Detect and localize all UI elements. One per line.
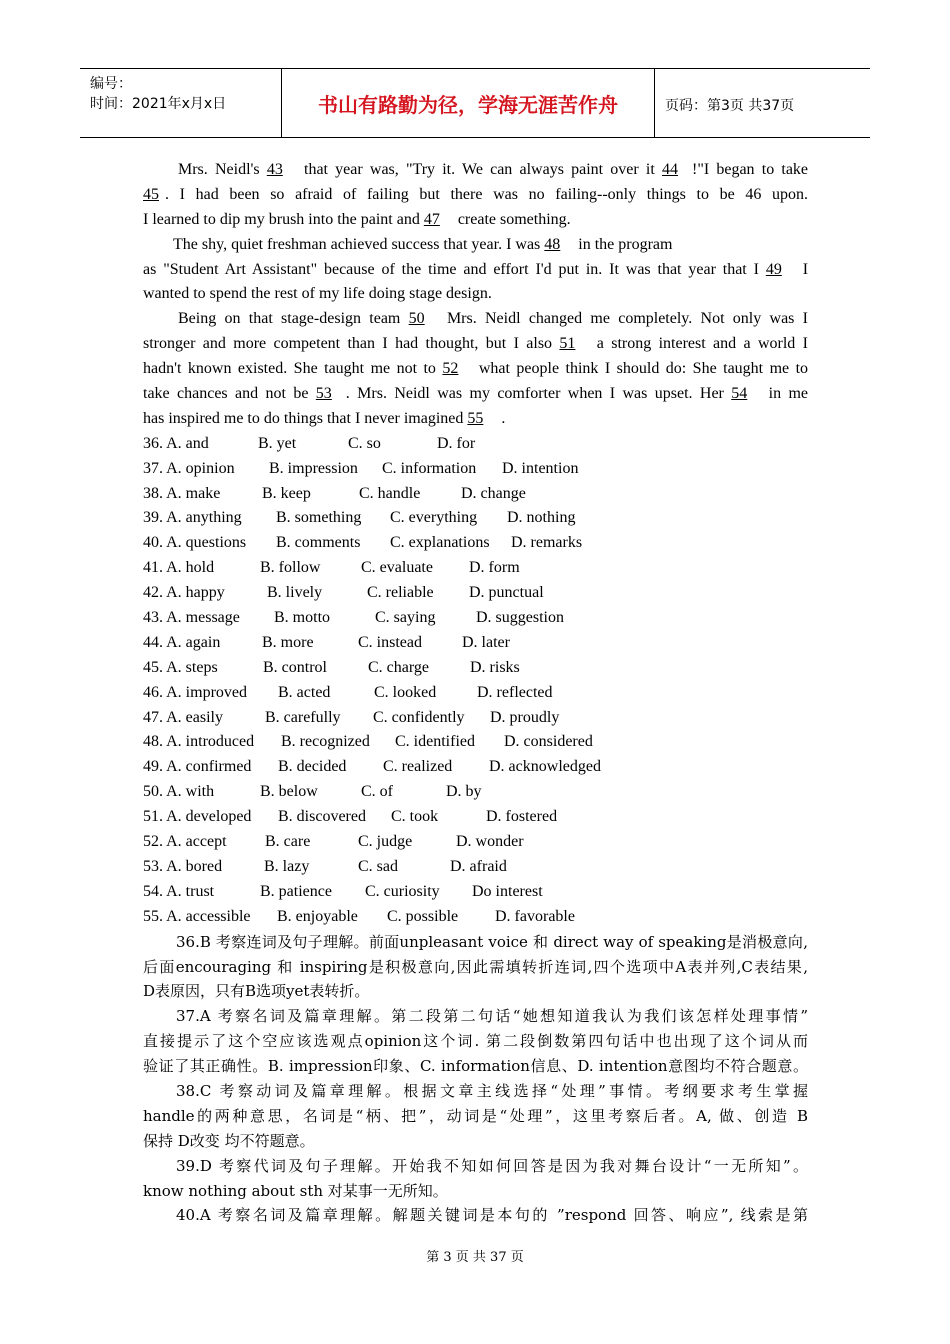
blank-52: 52 [442, 360, 459, 378]
passage-line: The shy, quiet freshman achieved success that year. I was 48 in the program [143, 233, 808, 258]
blank-45: 45 [143, 185, 159, 203]
option-row: 55. A. accessible B. enjoyable C. possible D. favorable [143, 907, 575, 925]
explanation-line: 36.B 考察连词及句子理解。前面unpleasant voice 和 direct way of speaking是消极意向, [176, 932, 808, 951]
passage-line: wanted to spend the rest of my life doing stage design. [143, 285, 492, 303]
option-row: 39. A. anything B. something C. everything D. nothing [143, 509, 576, 527]
option-row: 40. A. questions B. comments C. explanations D. remarks [143, 534, 583, 552]
passage-line: 45 . I had been so afraid of failing but there was no failing--only things to be 46 upon. [143, 183, 808, 208]
explanation-line: 直接提示了这个空应该选观点opinion这个词. 第二段倒数第四句话中也出现了这个词从而 [143, 1032, 808, 1051]
option-row: 49. A. confirmed B. decided C. realized D. acknowledged [143, 758, 601, 776]
option-row: 36. A. and B. yet C. so D. for [143, 434, 476, 452]
header-motto: 书山有路勤为径，学海无涯苦作舟 [318, 92, 618, 117]
passage-line: I learned to dip my brush into the paint and 47 create something. [143, 208, 808, 233]
option-row: 50. A. with B. below C. of D. by [143, 783, 482, 801]
explanation-line: 40.A 考察名词及篇章理解。解题关键词是本句的 ”respond 回答、响应”, 线索是第 [176, 1206, 808, 1225]
blank-50: 50 [408, 310, 425, 328]
blank-49: 49 [765, 260, 782, 278]
explanation-line: D表原因，只有B选项yet表转折。 [143, 982, 370, 1001]
page-footer: 第 3 页 共 37 页 [426, 1250, 524, 1265]
explanation-line: 保持 D改变 均不符题意。 [143, 1131, 315, 1150]
option-row: 51. A. developed B. discovered C. took D. fostered [143, 808, 558, 826]
option-row: 42. A. happy B. lively C. reliable D. punctual [143, 584, 544, 602]
passage-line: stronger and more competent than I had thought, but I also 51 a strong interest and a world I [143, 332, 808, 357]
explanation-line: 验证了其正确性。B. impression印象、C. information信息、D. intention意图均不符合题意。 [143, 1057, 808, 1076]
passage-line: hadn't known existed. She taught me not to 52 what people think I should do: She taught me to [143, 357, 808, 382]
passage-line: as "Student Art Assistant" because of the time and effort I'd put in. It was that year that I 49 I [143, 258, 808, 283]
explanation-line: handle的两种意思，名词是“柄、把”，动词是“处理”，这里考察后者。A, 做、创造 B [143, 1106, 808, 1125]
option-row: 54. A. trust B. patience C. curiosity Do interest [143, 882, 543, 900]
passage-line: Being on that stage-design team 50 Mrs. Neidl changed me completely. Not only was I [143, 307, 808, 332]
explanation-line: know nothing about sth 对某事一无所知。 [143, 1181, 448, 1200]
passage-line: take chances and not be 53 . Mrs. Neidl was my comforter when I was upset. Her 54 in me [143, 382, 808, 407]
blank-55: 55 [467, 409, 484, 427]
option-row: 44. A. again B. more C. instead D. later [143, 633, 510, 651]
passage-line: has inspired me to do things that I never imagined 55 . [143, 407, 808, 432]
blank-44: 44 [661, 161, 678, 178]
doc-number-label: 编号： [90, 76, 132, 92]
option-row: 47. A. easily B. carefully C. confidently D. proudly [143, 708, 560, 726]
explanation-line: 38.C 考察动词及篇章理解。根据文章主线选择“处理”事情。考纲要求考生掌握 [176, 1081, 808, 1100]
option-row: 52. A. accept B. care C. judge D. wonder [143, 833, 524, 851]
blank-47: 47 [423, 210, 440, 228]
header-motto-cell [282, 69, 655, 137]
header-page-info: 页码：第3页 共37页 [665, 98, 795, 114]
explanations [143, 930, 808, 1229]
passage-line: Mrs. Neidl's 43 that year was, "Try it. We can always paint over it 44 !"I began to take [143, 158, 808, 183]
option-row: 53. A. bored B. lazy C. sad D. afraid [143, 857, 507, 875]
blank-51: 51 [559, 335, 576, 353]
blank-54: 54 [731, 385, 748, 403]
option-row: 43. A. message B. motto C. saying D. suggestion [143, 609, 564, 627]
option-row: 37. A. opinion B. impression C. information D. intention [143, 459, 579, 477]
doc-date: 时间：2021年x月x日 [90, 96, 227, 112]
blank-53: 53 [315, 385, 332, 403]
option-row: 46. A. improved B. acted C. looked D. reflected [143, 683, 553, 701]
explanation-line: 39.D 考察代词及句子理解。开始我不知如何回答是因为我对舞台设计“一无所知”。 [176, 1156, 808, 1175]
option-row: 48. A. introduced B. recognized C. identified D. considered [143, 733, 593, 751]
option-row: 41. A. hold B. follow C. evaluate D. form [143, 559, 520, 577]
blank-48: 48 [544, 235, 561, 253]
options-list [143, 432, 808, 930]
option-row: 45. A. steps B. control C. charge D. risks [143, 658, 520, 676]
blank-43: 43 [266, 161, 283, 178]
option-row: 38. A. make B. keep C. handle D. change [143, 484, 526, 502]
blank-46: 46 [745, 185, 762, 203]
page-body [143, 158, 808, 1228]
page-header [80, 68, 870, 138]
explanation-line: 37.A 考察名词及篇章理解。第二段第二句话“她想知道我认为我们该怎样处理事情” [176, 1007, 808, 1026]
header-meta-cell [80, 69, 282, 137]
explanation-line: 后面encouraging 和 inspiring是积极意向,因此需填转折连词,四个选项中A表并列,C表结果, [143, 957, 808, 976]
